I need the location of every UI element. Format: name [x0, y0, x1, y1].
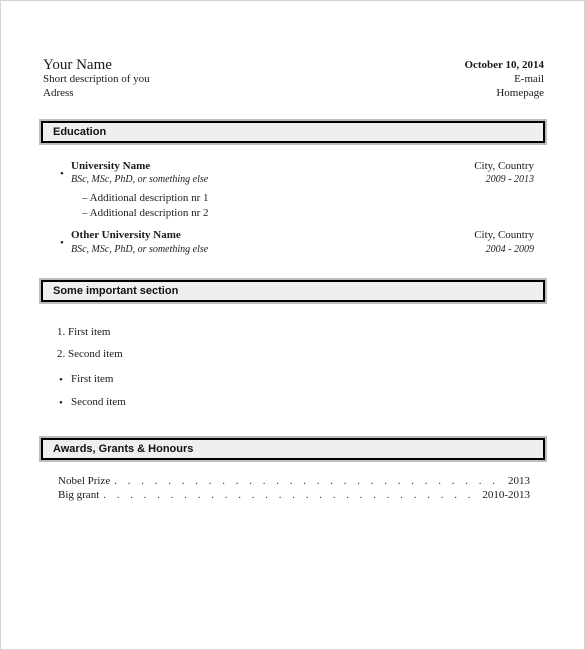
cv-description: Short description of you [43, 73, 150, 85]
cv-date: October 10, 2014 [464, 59, 544, 71]
award-row [58, 475, 530, 488]
detail-item: – Additional description nr 1 [82, 192, 209, 204]
detail-item: – Additional description nr 2 [82, 207, 209, 219]
cv-address: Adress [43, 87, 74, 99]
location: City, Country [474, 160, 534, 172]
bullet-icon: • [60, 168, 64, 180]
location: City, Country [474, 229, 534, 241]
award-year: 2013 [508, 475, 530, 487]
award-row [58, 489, 530, 502]
university-name: University Name [71, 160, 151, 172]
important-section-header [39, 278, 547, 304]
bullet-item: First item [71, 373, 114, 385]
degree: BSc, MSc, PhD, or something else [71, 244, 209, 255]
dot-leader [114, 475, 504, 488]
bullet-icon: • [60, 237, 64, 249]
section-title: Awards, Grants & Honours [41, 438, 545, 460]
years: 2004 - 2009 [485, 244, 534, 255]
bullet-icon: • [59, 397, 63, 409]
dot-leader [103, 489, 478, 502]
bullet-item: Second item [71, 396, 126, 408]
education-section-header [39, 119, 547, 145]
awards-section-header [39, 436, 547, 462]
years: 2009 - 2013 [485, 174, 534, 185]
numbered-item: 1. First item [57, 326, 111, 338]
award-label: Big grant [58, 489, 100, 501]
degree: BSc, MSc, PhD, or something else [71, 174, 209, 185]
award-label: Nobel Prize [58, 475, 111, 487]
section-title: Education [41, 121, 545, 143]
cv-email: E-mail [514, 73, 544, 85]
award-year: 2010-2013 [482, 489, 530, 501]
bullet-icon: • [59, 374, 63, 386]
cv-name: Your Name [43, 57, 112, 73]
cv-homepage: Homepage [496, 87, 544, 99]
numbered-item: 2. Second item [57, 348, 123, 360]
section-title: Some important section [41, 280, 545, 302]
university-name: Other University Name [71, 229, 181, 241]
